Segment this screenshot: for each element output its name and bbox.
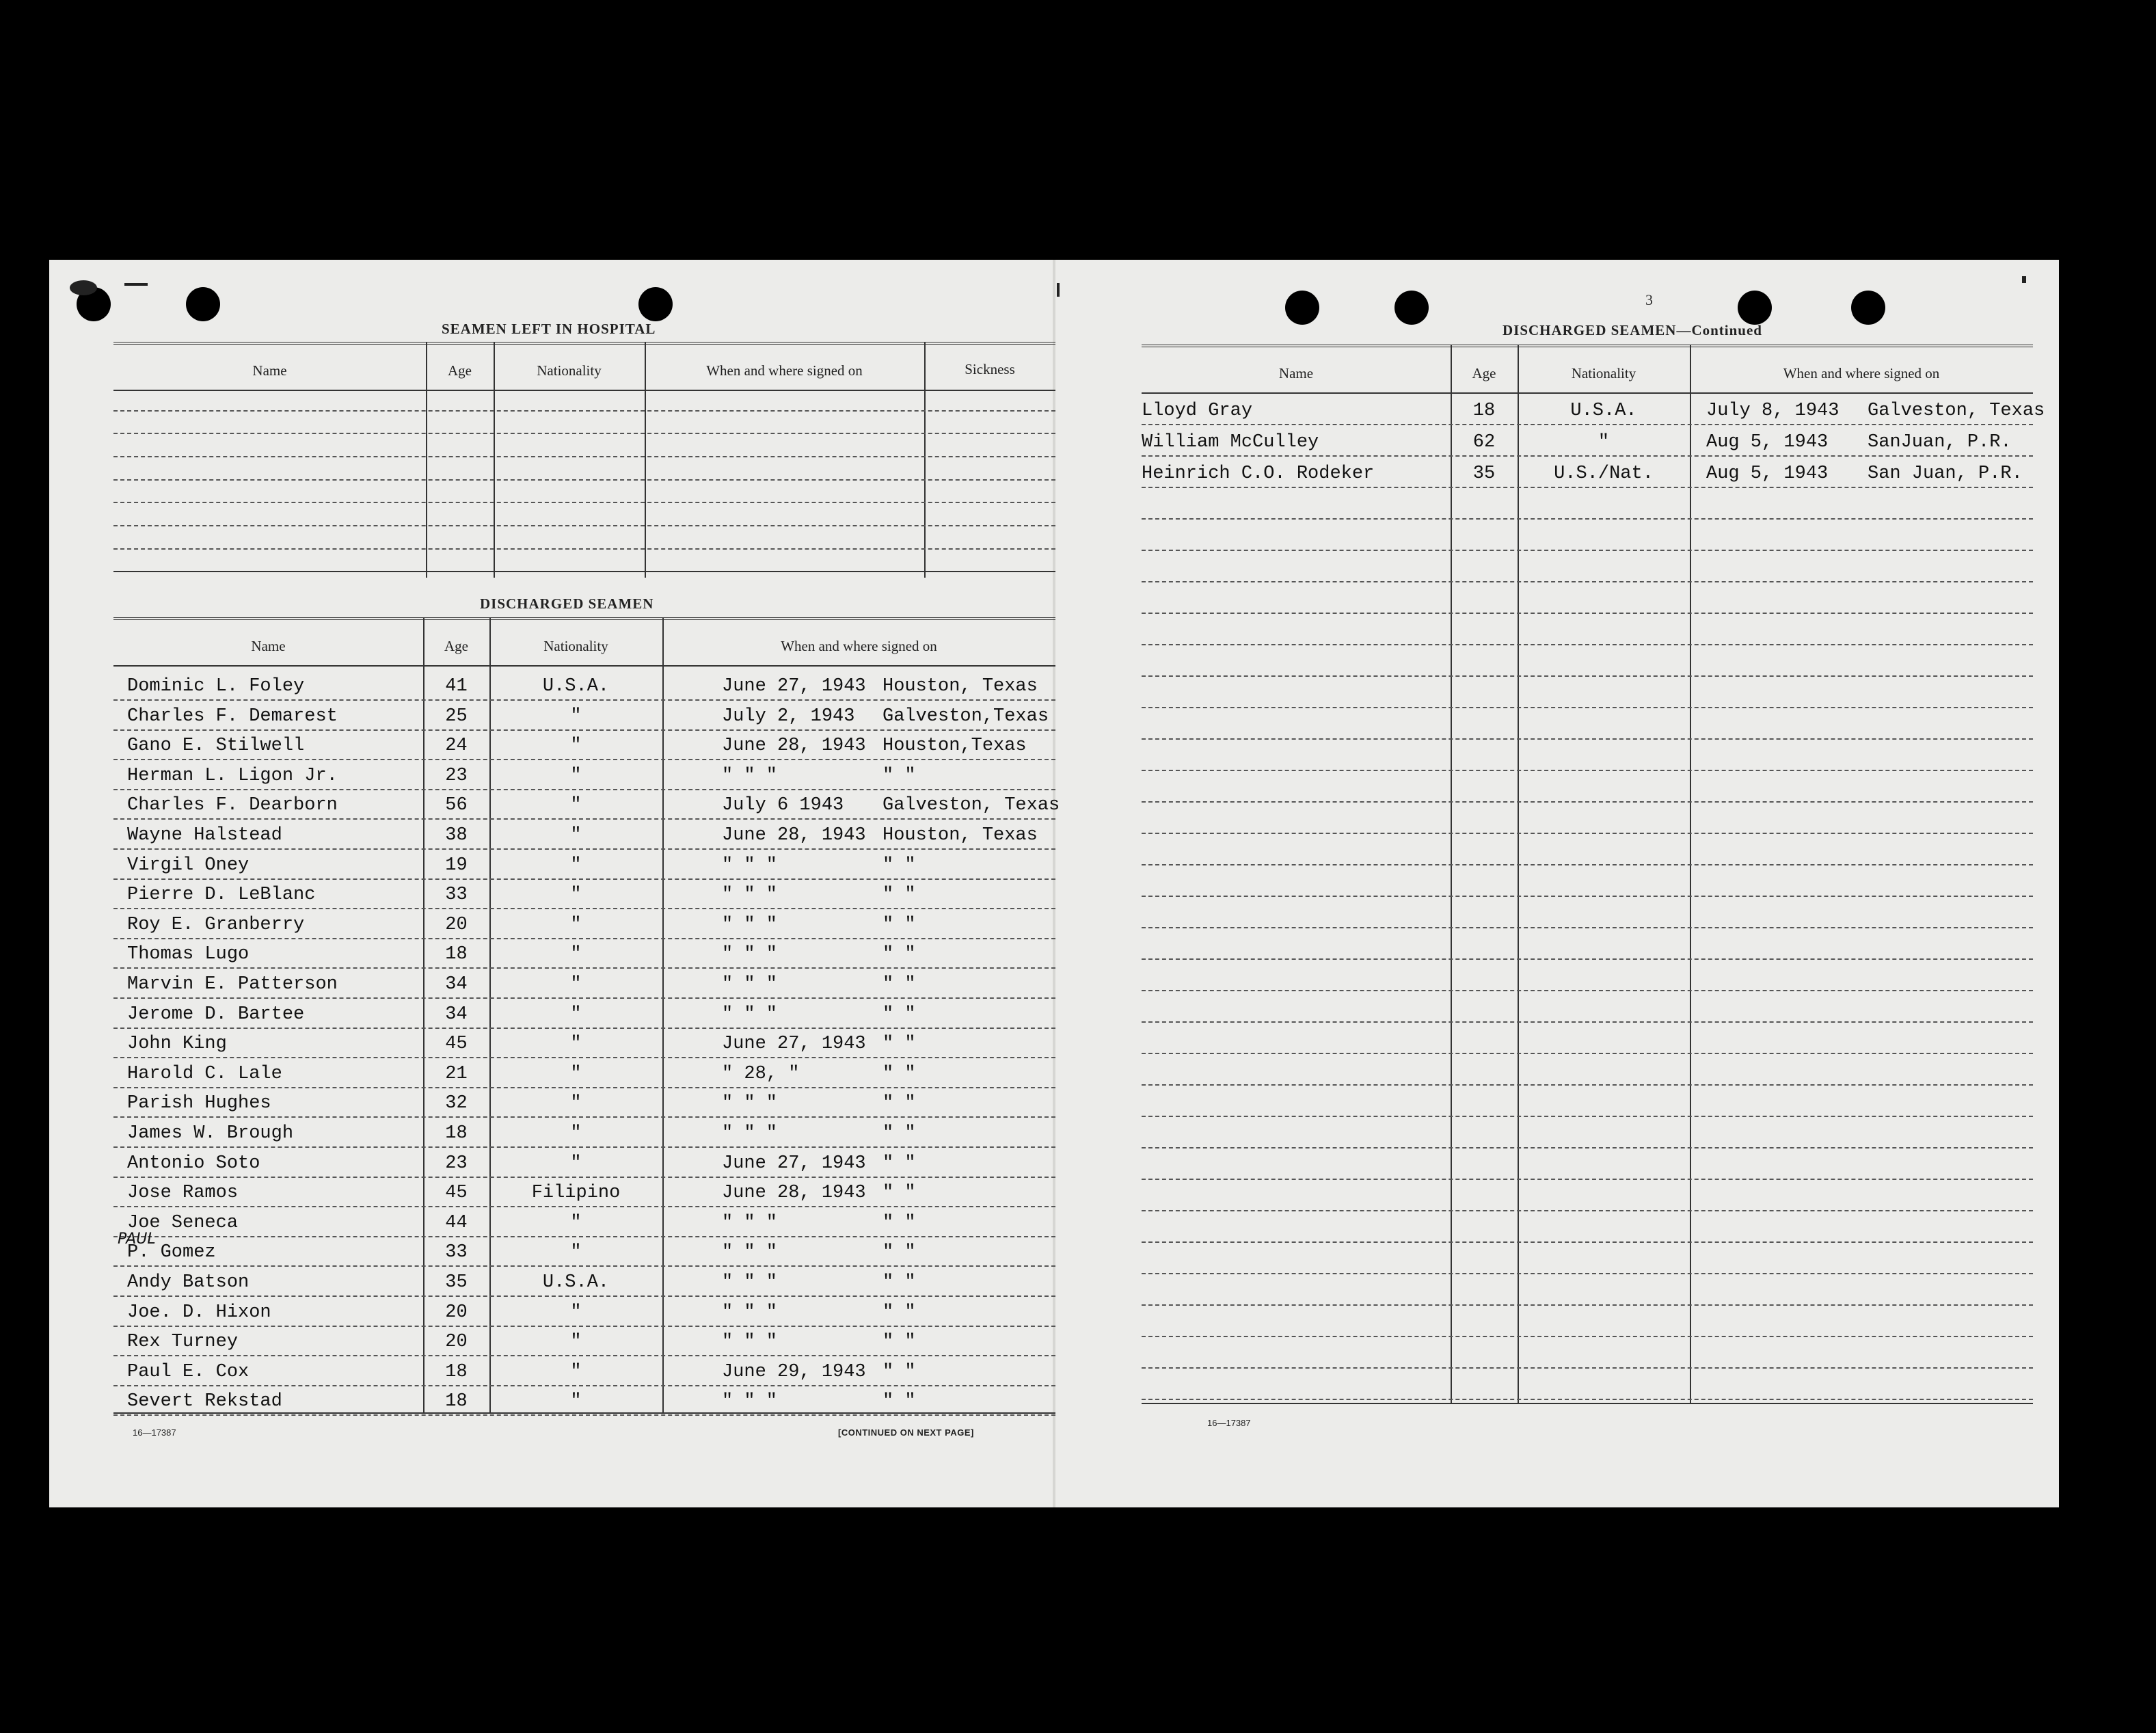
seaman-nationality: " xyxy=(570,1332,582,1353)
seaman-nationality: " xyxy=(570,736,582,757)
seaman-name: Rex Turney xyxy=(127,1332,239,1353)
column-header-age: Age xyxy=(448,362,472,379)
ruled-line xyxy=(113,1385,1055,1386)
seaman-age: 23 xyxy=(445,765,468,786)
signed-on-place: " " xyxy=(882,885,916,906)
seaman-name: Charles F. Dearborn xyxy=(127,795,338,816)
seaman-age: 20 xyxy=(445,1302,468,1323)
signed-on-place: " " xyxy=(882,1034,916,1055)
ruled-line xyxy=(1142,958,2033,960)
seaman-name: Joe Seneca xyxy=(127,1212,239,1233)
ruled-line xyxy=(113,997,1055,999)
ruled-line xyxy=(1142,455,2033,457)
signed-on-place: " " xyxy=(882,914,916,935)
seaman-name: Paul E. Cox xyxy=(127,1361,250,1382)
ink-mark xyxy=(124,283,148,286)
ruled-line xyxy=(113,878,1055,880)
seaman-name: Harold C. Lale xyxy=(127,1063,282,1084)
signed-on-place: Houston,Texas xyxy=(882,736,1027,757)
ink-mark xyxy=(1057,283,1060,297)
seaman-name: Andy Batson xyxy=(127,1272,250,1293)
seaman-age: 18 xyxy=(445,1391,468,1412)
seaman-nationality: U.S.A. xyxy=(1570,401,1637,421)
seaman-age: 20 xyxy=(445,914,468,935)
ruled-line xyxy=(1142,1147,2033,1148)
signed-on-place: Galveston, Texas xyxy=(1868,401,2045,421)
ruled-line xyxy=(1142,770,2033,771)
ruled-line xyxy=(1142,424,2033,425)
ruled-line xyxy=(113,848,1055,850)
signed-on-date: " " " xyxy=(722,1391,778,1412)
table-top-rule xyxy=(113,617,1055,620)
column-header-signed-on: When and where signed on xyxy=(781,638,937,654)
ruled-line xyxy=(1142,1304,2033,1306)
page-number: 3 xyxy=(1645,291,1653,308)
ruled-line xyxy=(113,502,1055,503)
seaman-name: Severt Rekstad xyxy=(127,1391,282,1412)
ruled-line xyxy=(1142,864,2033,865)
seaman-name: Parish Hughes xyxy=(127,1093,271,1114)
seaman-age: 62 xyxy=(1472,432,1496,453)
seaman-nationality: " xyxy=(570,1302,582,1323)
seaman-nationality: U.S.A. xyxy=(542,676,610,697)
ruled-line xyxy=(113,908,1055,909)
signed-on-date: " " " xyxy=(722,1242,778,1263)
signed-on-place: " " xyxy=(882,765,916,786)
seaman-name: Heinrich C.O. Rodeker xyxy=(1142,464,1375,484)
discharged-continued-table xyxy=(1142,345,2045,1408)
seaman-nationality: " xyxy=(570,974,582,995)
ruled-line xyxy=(113,525,1055,526)
signed-on-place: " " xyxy=(882,1332,916,1353)
signed-on-date: " " " xyxy=(722,974,778,995)
ruled-line xyxy=(1142,1021,2033,1023)
column-divider xyxy=(662,617,664,1414)
seaman-name: James W. Brough xyxy=(127,1123,294,1144)
continued-note: [CONTINUED ON NEXT PAGE] xyxy=(838,1427,974,1438)
seaman-age: 24 xyxy=(445,736,468,757)
ruled-line xyxy=(113,1206,1055,1207)
ruled-line xyxy=(113,433,1055,434)
ruled-line xyxy=(113,789,1055,790)
seaman-nationality: " xyxy=(570,914,582,935)
seaman-nationality: " xyxy=(570,1153,582,1174)
seaman-nationality: Filipino xyxy=(531,1183,621,1204)
column-header-signed-on: When and where signed on xyxy=(706,362,863,379)
ruled-line xyxy=(113,1027,1055,1029)
seaman-age: 25 xyxy=(445,706,468,727)
ruled-line xyxy=(1142,487,2033,488)
ruled-line xyxy=(113,1414,1055,1416)
ruled-line xyxy=(1142,550,2033,551)
column-header-nationality: Nationality xyxy=(543,638,608,654)
signed-on-date: June 28, 1943 xyxy=(722,736,866,757)
seaman-age: 19 xyxy=(445,855,468,876)
seaman-age: 18 xyxy=(445,1123,468,1144)
seaman-age: 45 xyxy=(445,1183,468,1204)
seaman-age: 44 xyxy=(445,1212,468,1233)
seaman-name: Virgil Oney xyxy=(127,855,250,876)
signed-on-date: " 28, " xyxy=(722,1063,800,1084)
ruled-line xyxy=(113,1116,1055,1118)
seaman-name: Herman L. Ligon Jr. xyxy=(127,765,338,786)
seaman-age: 38 xyxy=(445,825,468,846)
punch-hole xyxy=(1738,291,1772,325)
signed-on-date: Aug 5, 1943 xyxy=(1706,432,1829,453)
ruled-line xyxy=(113,967,1055,969)
column-header-signed-on: When and where signed on xyxy=(1783,365,1940,381)
seaman-age: 21 xyxy=(445,1063,468,1084)
ruled-line xyxy=(113,1355,1055,1356)
signed-on-date: " " " xyxy=(722,1123,778,1144)
signed-on-date: June 27, 1943 xyxy=(722,1034,866,1055)
punch-hole xyxy=(638,287,673,321)
signed-on-date: " " " xyxy=(722,1272,778,1293)
signed-on-date: July 2, 1943 xyxy=(722,706,855,727)
discharged-section-title: DISCHARGED SEAMEN xyxy=(480,595,654,612)
seaman-age: 18 xyxy=(1472,401,1496,421)
document-sheet xyxy=(49,260,2059,1507)
signed-on-place: " " xyxy=(882,1212,916,1233)
ruled-line xyxy=(1142,1210,2033,1211)
ruled-line xyxy=(113,1087,1055,1088)
seaman-age: 33 xyxy=(445,1242,468,1263)
signed-on-place: " " xyxy=(882,1063,916,1084)
column-header-age: Age xyxy=(444,638,468,654)
ruled-line xyxy=(1142,990,2033,991)
signed-on-place: " " xyxy=(882,1183,916,1204)
seaman-nationality: " xyxy=(570,885,582,906)
seaman-name: Roy E. Granberry xyxy=(127,914,305,935)
seaman-nationality: " xyxy=(570,944,582,965)
ink-mark xyxy=(2022,276,2026,283)
signed-on-date: July 8, 1943 xyxy=(1706,401,1840,421)
seaman-age: 20 xyxy=(445,1332,468,1353)
signed-on-place: " " xyxy=(882,1242,916,1263)
seaman-name: John King xyxy=(127,1034,227,1055)
signed-on-place: " " xyxy=(882,974,916,995)
signed-on-place: " " xyxy=(882,1272,916,1293)
seaman-name: Jose Ramos xyxy=(127,1183,239,1204)
ruled-line xyxy=(1142,581,2033,582)
discharged-table xyxy=(113,617,1060,1417)
signed-on-place: " " xyxy=(882,944,916,965)
seaman-nationality: " xyxy=(570,1391,582,1412)
ruled-line xyxy=(113,729,1055,731)
seaman-nationality: " xyxy=(570,1034,582,1055)
column-divider xyxy=(1451,345,1452,1404)
punch-hole xyxy=(1851,291,1885,325)
ruled-line xyxy=(1142,644,2033,645)
signed-on-place: Houston, Texas xyxy=(882,676,1038,697)
signed-on-date: June 28, 1943 xyxy=(722,1183,866,1204)
table-bottom-rule xyxy=(1142,1403,2033,1404)
ruled-line xyxy=(1142,738,2033,740)
hospital-section-title: SEAMEN LEFT IN HOSPITAL xyxy=(442,321,656,337)
seaman-nationality: " xyxy=(1598,432,1610,453)
signed-on-date: " " " xyxy=(722,885,778,906)
signed-on-date: " " " xyxy=(722,1302,778,1323)
ruled-line xyxy=(113,410,1055,412)
seaman-age: 34 xyxy=(445,974,468,995)
signed-on-date: " " " xyxy=(722,944,778,965)
seaman-name: William McCulley xyxy=(1142,432,1319,453)
handwritten-note: PAUL xyxy=(118,1231,156,1248)
seaman-age: 32 xyxy=(445,1093,468,1114)
seaman-nationality: " xyxy=(570,765,582,786)
signed-on-date: " " " xyxy=(722,1332,778,1353)
ruled-line xyxy=(113,1326,1055,1327)
table-bottom-rule xyxy=(113,571,1055,572)
column-header-name: Name xyxy=(251,638,286,654)
column-header-age: Age xyxy=(1472,365,1496,381)
punch-hole xyxy=(1394,291,1429,325)
seaman-name: Pierre D. LeBlanc xyxy=(127,885,316,906)
seaman-nationality: " xyxy=(570,1361,582,1382)
signed-on-date: June 27, 1943 xyxy=(722,1153,866,1174)
seaman-name: Gano E. Stilwell xyxy=(127,736,305,757)
seaman-age: 41 xyxy=(445,676,468,697)
signed-on-date: June 29, 1943 xyxy=(722,1361,866,1382)
seaman-age: 34 xyxy=(445,1004,468,1025)
signed-on-place: " " xyxy=(882,1302,916,1323)
signed-on-place: Houston, Texas xyxy=(882,825,1038,846)
continued-section-title: DISCHARGED SEAMEN—Continued xyxy=(1503,322,1762,338)
seaman-nationality: U.S./Nat. xyxy=(1554,464,1654,484)
seaman-name: Joe. D. Hixon xyxy=(127,1302,271,1323)
seaman-name: P. Gomez xyxy=(127,1242,216,1263)
ruled-line xyxy=(113,479,1055,481)
ruled-line xyxy=(113,1057,1055,1058)
ruled-line xyxy=(1142,1273,2033,1274)
ruled-line xyxy=(113,456,1055,457)
signed-on-date: June 27, 1943 xyxy=(722,676,866,697)
signed-on-place: Galveston,Texas xyxy=(882,706,1049,727)
seaman-age: 33 xyxy=(445,885,468,906)
table-top-rule xyxy=(1142,345,2033,347)
column-header-name: Name xyxy=(1278,365,1314,381)
column-divider xyxy=(1518,345,1519,1404)
seaman-name: Jerome D. Bartee xyxy=(127,1004,305,1025)
form-number: 16—17387 xyxy=(1207,1418,1251,1428)
signed-on-place: Galveston, Texas xyxy=(882,795,1060,816)
seaman-age: 18 xyxy=(445,1361,468,1382)
column-header-nationality: Nationality xyxy=(537,362,602,379)
ruled-line xyxy=(1142,1179,2033,1180)
seaman-name: Antonio Soto xyxy=(127,1153,260,1174)
signed-on-date: " " " xyxy=(722,1004,778,1025)
ruled-line xyxy=(1142,675,2033,677)
seaman-age: 45 xyxy=(445,1034,468,1055)
ruled-line xyxy=(1142,1241,2033,1243)
seaman-nationality: U.S.A. xyxy=(542,1272,610,1293)
ruled-line xyxy=(113,1265,1055,1267)
seaman-name: Charles F. Demarest xyxy=(127,706,338,727)
signed-on-date: June 28, 1943 xyxy=(722,825,866,846)
seaman-nationality: " xyxy=(570,1242,582,1263)
punch-hole xyxy=(1285,291,1319,325)
seaman-nationality: " xyxy=(570,1123,582,1144)
ruled-line xyxy=(113,548,1055,550)
signed-on-place: San Juan, P.R. xyxy=(1868,464,2023,484)
signed-on-date: " " " xyxy=(722,765,778,786)
ruled-line xyxy=(113,699,1055,701)
signed-on-place: " " xyxy=(882,1004,916,1025)
column-header-nationality: Nationality xyxy=(1571,365,1636,381)
ruled-line xyxy=(113,818,1055,820)
ruled-line xyxy=(1142,1336,2033,1337)
seaman-age: 35 xyxy=(445,1272,468,1293)
ink-blot xyxy=(70,280,97,295)
signed-on-place: " " xyxy=(882,1391,916,1412)
ruled-line xyxy=(1142,1084,2033,1086)
ruled-line xyxy=(1142,896,2033,897)
ruled-line xyxy=(1142,833,2033,834)
signed-on-date: " " " xyxy=(722,914,778,935)
signed-on-date: July 6 1943 xyxy=(722,795,844,816)
left-page xyxy=(49,260,1060,1507)
ruled-line xyxy=(1142,1116,2033,1117)
seaman-nationality: " xyxy=(570,1004,582,1025)
right-page xyxy=(1054,260,2059,1507)
seaman-nationality: " xyxy=(570,855,582,876)
seaman-nationality: " xyxy=(570,1212,582,1233)
ruled-line xyxy=(1142,1399,2033,1400)
signed-on-place: SanJuan, P.R. xyxy=(1868,432,2012,453)
ruled-line xyxy=(1142,518,2033,520)
ruled-line xyxy=(113,1146,1055,1148)
column-header-sickness: Sickness xyxy=(965,361,1015,377)
seaman-name: Dominic L. Foley xyxy=(127,676,305,697)
ruled-line xyxy=(1142,1367,2033,1369)
signed-on-place: " " xyxy=(882,1093,916,1114)
header-rule xyxy=(113,665,1055,667)
ruled-line xyxy=(1142,927,2033,928)
ruled-line xyxy=(113,759,1055,760)
ruled-line xyxy=(113,938,1055,939)
ruled-line xyxy=(1142,1053,2033,1054)
ruled-line xyxy=(113,1177,1055,1178)
column-header-name: Name xyxy=(252,362,287,379)
header-rule xyxy=(113,390,1055,391)
ruled-line xyxy=(1142,613,2033,614)
column-divider xyxy=(1690,345,1691,1404)
signed-on-date: " " " xyxy=(722,1093,778,1114)
seaman-age: 18 xyxy=(445,944,468,965)
ruled-line xyxy=(1142,707,2033,708)
signed-on-place: " " xyxy=(882,855,916,876)
seaman-name: Wayne Halstead xyxy=(127,825,282,846)
seaman-name: Marvin E. Patterson xyxy=(127,974,338,995)
seaman-name: Thomas Lugo xyxy=(127,944,250,965)
seaman-nationality: " xyxy=(570,1093,582,1114)
hospital-table xyxy=(113,342,1055,578)
form-number: 16—17387 xyxy=(133,1427,176,1438)
signed-on-place: " " xyxy=(882,1123,916,1144)
header-rule xyxy=(1142,392,2033,394)
ruled-line xyxy=(1142,801,2033,803)
seaman-nationality: " xyxy=(570,1063,582,1084)
table-top-rule xyxy=(113,342,1055,345)
ruled-line xyxy=(113,1295,1055,1297)
seaman-nationality: " xyxy=(570,825,582,846)
seaman-name: Lloyd Gray xyxy=(1142,401,1253,421)
seaman-age: 23 xyxy=(445,1153,468,1174)
ruled-line xyxy=(113,1236,1055,1237)
signed-on-date: " " " xyxy=(722,1212,778,1233)
signed-on-date: " " " xyxy=(722,855,778,876)
seaman-age: 56 xyxy=(445,795,468,816)
seaman-nationality: " xyxy=(570,795,582,816)
punch-hole xyxy=(186,287,220,321)
seaman-nationality: " xyxy=(570,706,582,727)
seaman-age: 35 xyxy=(1472,464,1496,484)
signed-on-date: Aug 5, 1943 xyxy=(1706,464,1829,484)
signed-on-place: " " xyxy=(882,1153,916,1174)
signed-on-place: " " xyxy=(882,1361,916,1382)
table-bottom-rule xyxy=(113,1412,1055,1414)
